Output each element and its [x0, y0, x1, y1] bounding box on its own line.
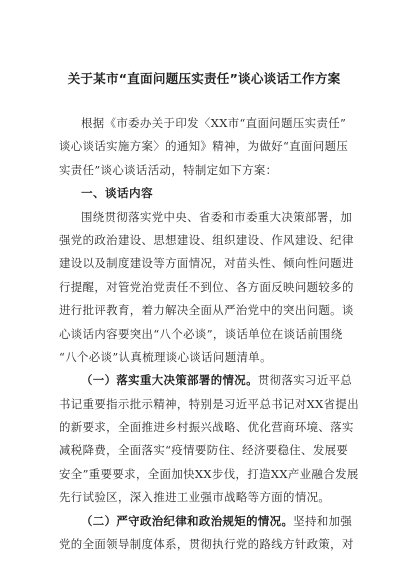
intro-line: 实责任”谈心谈话活动，特制定如下方案： [59, 162, 278, 177]
paragraph-line: 心谈话内容要突出“八个必谈”，谈话单位在谈话前围绕 [59, 326, 343, 341]
intro-line: 根据《市委办关于印发〈XX市“直面问题压实责任” [81, 116, 347, 130]
paragraph-line: 先行试验区，深入推进工业强市战略等方面的情况。 [59, 490, 331, 505]
paragraph-line: 的新要求，全面推进乡村振兴战略、优化营商环境、落实 [59, 420, 354, 435]
paragraph-line: “八个必谈”认真梳理谈心谈话问题清单。 [59, 349, 272, 364]
paragraph-line: 进行批评教育，着力解决全面从严治党中的突出问题。谈 [59, 303, 354, 318]
item-heading: （一）落实重大决策部署的情况。 [81, 373, 258, 388]
paragraph-line: 行提醒，对管党治党责任不到位、各方面反映问题较多的 [59, 279, 354, 294]
document-body [59, 112, 359, 556]
item-text: 坚持和加强 [293, 513, 353, 528]
paragraph-line: 减税降费，全面落实“疫情要防住、经济要稳住、发展要 [59, 443, 349, 458]
paragraph-line: 强党的政治建设、思想建设、组织建设、作风建设、纪律 [59, 232, 354, 247]
item-first-line [59, 369, 359, 392]
document-title: 关于某市“直面问题压实责任”谈心谈话工作方案 [67, 71, 341, 86]
item-first-line [59, 510, 359, 533]
section-heading: 一、谈话内容 [81, 186, 153, 201]
paragraph-line: 安全”重要要求，全面加快XX步伐，打造XX产业融合发展 [59, 466, 359, 481]
item-text: 贯彻落实习近平总 [257, 373, 353, 388]
paragraph-line: 党的全面领导制度体系，贯彻执行党的路线方针政策，对 [59, 537, 354, 552]
paragraph-line: 围绕贯彻落实党中央、省委和市委重大决策部署，加 [81, 209, 353, 224]
paragraph-line: 建设以及制度建设等方面情况，对苗头性、倾向性问题进 [59, 256, 354, 271]
intro-line: 谈心谈话实施方案〉的通知》精神，为做好“直面问题压 [59, 139, 349, 154]
paragraph-line: 书记重要指示批示精神，特别是习近平总书记对XX省提出 [59, 396, 359, 411]
item-heading: （二）严守政治纪律和政治规矩的情况。 [81, 513, 294, 528]
